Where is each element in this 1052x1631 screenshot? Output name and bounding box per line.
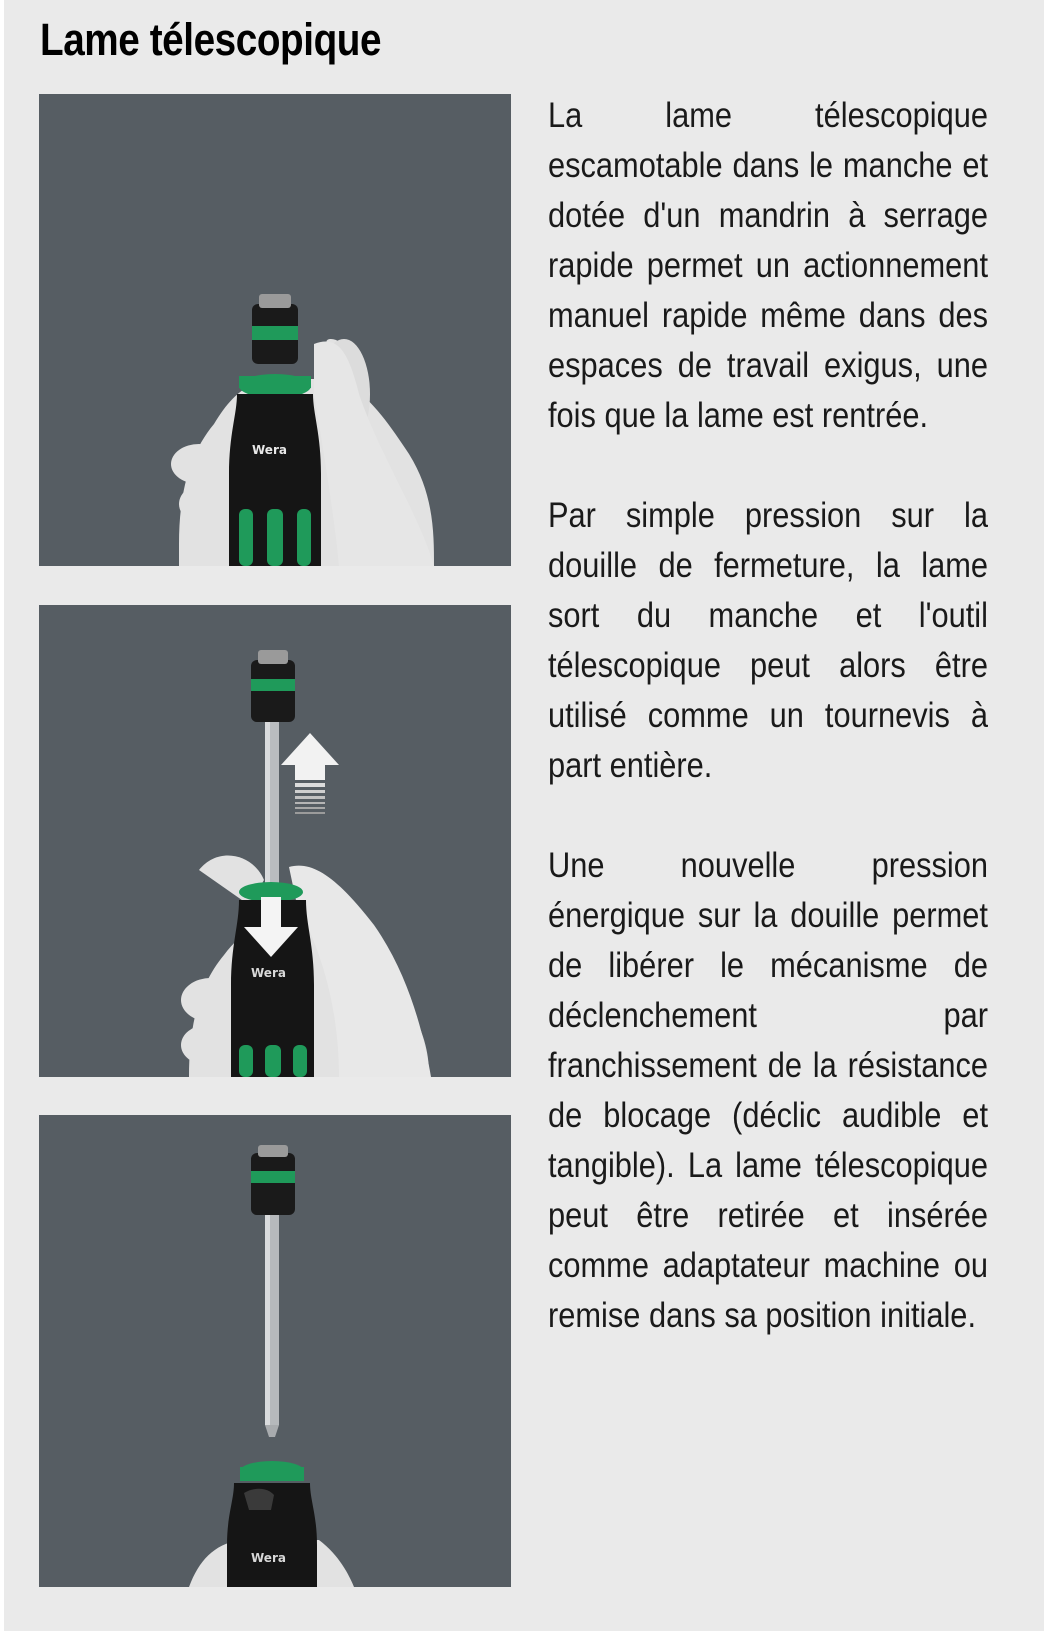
paragraph-extended: Par simple pression sur la douille de fermeture, la lame sort du manche et l'outil télescopique peut alors être utilisé comme un tournevis à part entière. — [548, 496, 988, 785]
brand-logo: Wera — [251, 966, 286, 980]
screwdriver-removed-illustration — [39, 1115, 511, 1587]
paragraph-release: Une nouvelle pression énergique sur la douille permet de libérer le mécanisme de déclenchement par franchissement de la résistance de blocage (déclic audible et tangible). La lame télescopique peut être retirée et insérée comme adaptateur machine ou remise dans sa position initiale. — [548, 846, 988, 1335]
brand-logo: Wera — [251, 1551, 286, 1565]
paragraph-retracted: La lame télescopique escamotable dans le manche et dotée d'un mandrin à serrage rapide permet un actionnement manuel rapide même dans des espaces de travail exigus, une fois que la lame est rentrée. — [548, 96, 988, 435]
screwdriver-retracted-illustration — [39, 94, 511, 566]
description-column — [548, 91, 988, 1391]
brand-logo: Wera — [252, 443, 287, 457]
document-page — [4, 0, 1044, 1631]
photo-extended-blade — [39, 605, 511, 1077]
photo-retracted-blade — [39, 94, 511, 566]
photo-removed-blade — [39, 1115, 511, 1587]
page-title: Lame télescopique — [40, 14, 382, 65]
screwdriver-extended-illustration — [39, 605, 511, 1077]
up-arrow-icon — [281, 733, 339, 814]
